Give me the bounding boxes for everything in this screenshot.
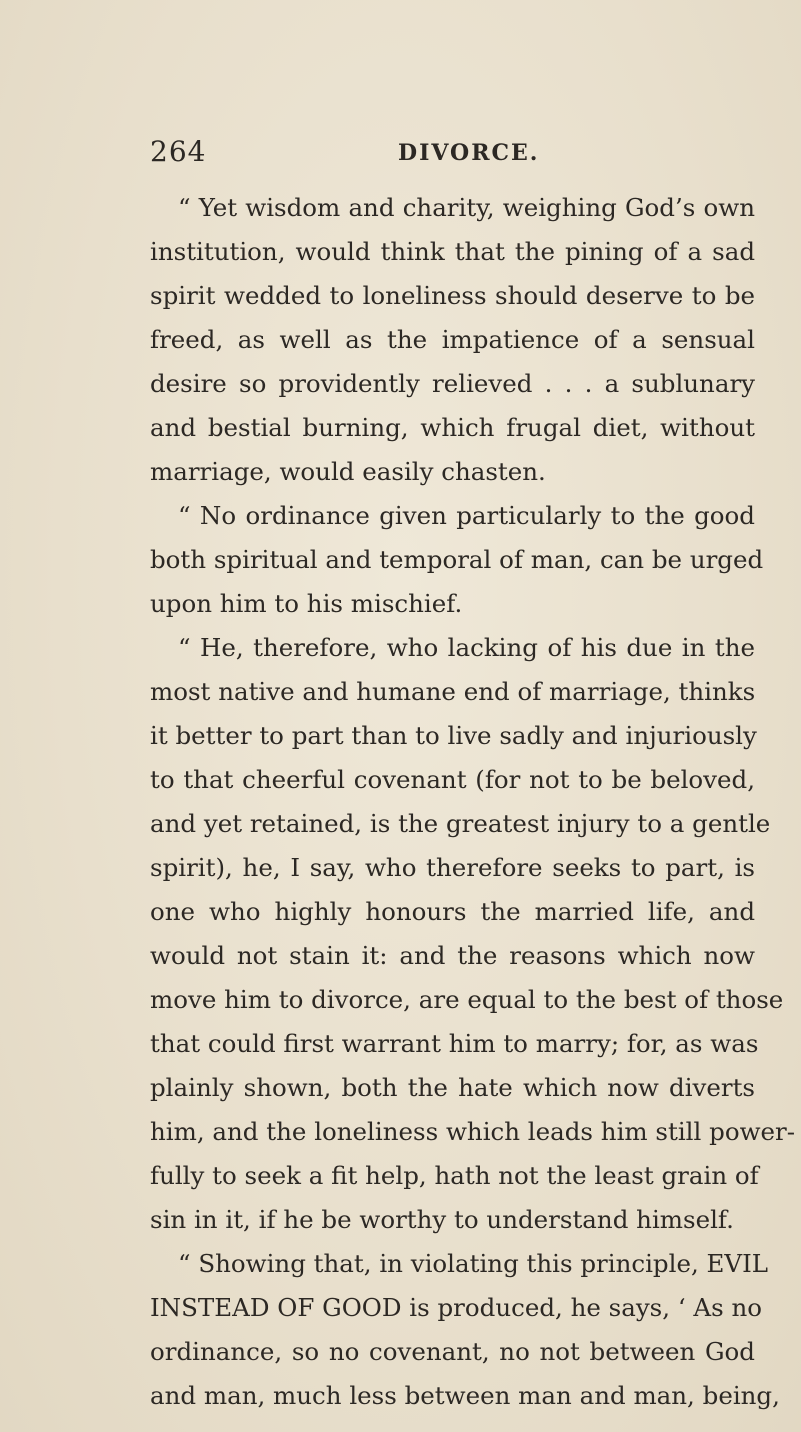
text-line: that could first warrant him to marry; for, as was (150, 1029, 759, 1058)
text-line: would not stain it: and the reasons which now (150, 941, 755, 970)
page-header (150, 135, 670, 175)
text-line: fully to seek a fit help, hath not the least grain of (150, 1161, 759, 1190)
text-line: spirit), he, I say, who therefore seeks to part, is (150, 853, 755, 882)
body-text (150, 186, 796, 1418)
text-line: “ Yet wisdom and charity, weighing God’s own (178, 193, 755, 222)
text-line: sin in it, if he be worthy to understand himself. (150, 1205, 734, 1234)
text-line: most native and humane end of marriage, thinks (150, 677, 756, 706)
text-line: INSTEAD OF GOOD is produced, he says, ‘ As no (150, 1293, 762, 1322)
running-head: DIVORCE. (398, 140, 540, 166)
text-line: and yet retained, is the greatest injury to a gentle (150, 809, 771, 838)
text-line: move him to divorce, are equal to the best of those (150, 985, 784, 1014)
text-line: and man, much less between man and man, being, (150, 1381, 780, 1410)
text-line: ordinance, so no covenant, no not between God (150, 1337, 755, 1366)
text-line: one who highly honours the married life, and (150, 897, 755, 926)
text-line: plainly shown, both the hate which now diverts (150, 1073, 755, 1102)
text-line: upon him to his mischief. (150, 589, 463, 618)
text-line: marriage, would easily chasten. (150, 457, 546, 486)
text-line: him, and the loneliness which leads him still power- (150, 1117, 796, 1146)
text-line: both spiritual and temporal of man, can be urged (150, 545, 764, 574)
text-line: spirit wedded to loneliness should deserve to be (150, 281, 755, 310)
text-line: to that cheerful covenant (for not to be beloved, (150, 765, 755, 794)
text-line: freed, as well as the impatience of a sensual (150, 325, 755, 354)
page-number: 264 (150, 135, 207, 168)
text-line: “ No ordinance given particularly to the good (178, 501, 755, 530)
text-line: desire so providently relieved . . . a sublunary (150, 369, 755, 398)
text-line: “ He, therefore, who lacking of his due in the (178, 633, 755, 662)
text-line: it better to part than to live sadly and injuriously (150, 721, 757, 750)
text-line: institution, would think that the pining of a sad (150, 237, 755, 266)
text-line: and bestial burning, which frugal diet, without (150, 413, 755, 442)
text-line: “ Showing that, in violating this principle, EVIL (178, 1249, 769, 1278)
